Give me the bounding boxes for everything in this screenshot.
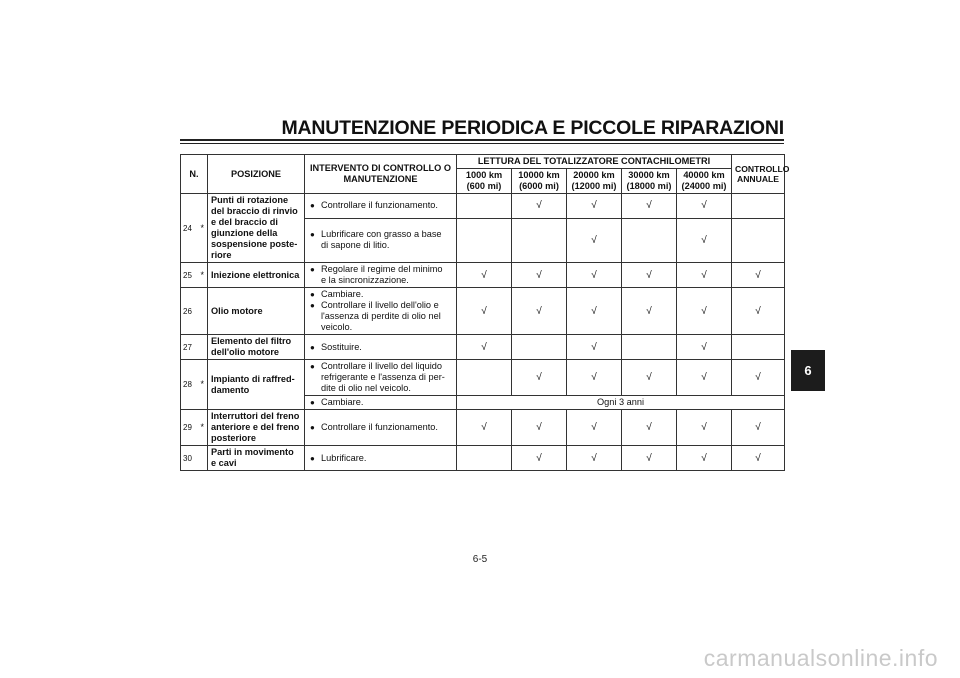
action-text-line: Controllare il funzionamento.: [321, 200, 438, 211]
item-action: [305, 410, 457, 446]
page-number: 6-5: [472, 554, 488, 565]
check-mark: √: [622, 410, 677, 446]
check-mark: √: [677, 335, 732, 360]
check-mark: √: [677, 263, 732, 288]
item-number: 29: [181, 410, 198, 446]
item-action: [305, 360, 457, 396]
header-km: 30000 km (18000 mi): [622, 169, 677, 194]
item-position: Impianto di raffred-damento: [208, 360, 305, 410]
header-km: 1000 km (600 mi): [457, 169, 512, 194]
check-mark: √: [457, 263, 512, 288]
action-text-line: Controllare il livello del liquido: [321, 361, 443, 371]
asterisk-mark: *: [198, 360, 208, 410]
header-position: POSIZIONE: [208, 155, 305, 194]
header-odometer: LETTURA DEL TOTALIZZATORE CONTACHILOMETRI: [457, 155, 732, 169]
check-mark: √: [512, 263, 567, 288]
check-mark: √: [677, 288, 732, 335]
empty-cell: [457, 446, 512, 471]
bullet-icon: ●: [310, 290, 315, 299]
check-mark: √: [567, 194, 622, 219]
title-rule-thin: [180, 143, 784, 144]
check-mark: √: [512, 288, 567, 335]
asterisk-mark: *: [198, 263, 208, 288]
check-mark: √: [732, 263, 785, 288]
interval-span: Ogni 3 anni: [457, 396, 785, 410]
header-km: 20000 km (12000 mi): [567, 169, 622, 194]
empty-cell: [732, 335, 785, 360]
empty-cell: [512, 218, 567, 262]
item-position: Parti in movimento e cavi: [208, 446, 305, 471]
action-text-line: di sapone di litio.: [321, 240, 390, 251]
check-mark: √: [567, 446, 622, 471]
asterisk-mark: [198, 335, 208, 360]
item-position: Olio motore: [208, 288, 305, 335]
check-mark: √: [567, 360, 622, 396]
table-row: [181, 360, 785, 396]
check-mark: √: [622, 194, 677, 219]
check-mark: √: [732, 360, 785, 396]
item-number: 30: [181, 446, 198, 471]
table-row: [181, 446, 785, 471]
action-text-line: Regolare il regime del minimo: [321, 264, 443, 274]
bullet-icon: ●: [310, 301, 315, 310]
check-mark: √: [677, 446, 732, 471]
check-mark: √: [567, 218, 622, 262]
item-number: 24: [181, 194, 198, 263]
check-mark: √: [457, 410, 512, 446]
check-mark: √: [732, 288, 785, 335]
action-text-line: Sostituire.: [321, 341, 362, 352]
page-title: MANUTENZIONE PERIODICA E PICCOLE RIPARAZIONI: [281, 117, 784, 139]
check-mark: √: [622, 360, 677, 396]
bullet-icon: ●: [310, 453, 315, 463]
action-text-line: l'assenza di perdite di olio nel: [321, 311, 441, 321]
item-number: 28: [181, 360, 198, 410]
empty-cell: [457, 218, 512, 262]
check-mark: √: [512, 446, 567, 471]
check-mark: √: [567, 263, 622, 288]
check-mark: √: [677, 218, 732, 262]
watermark: carmanualsonline.info: [703, 645, 938, 671]
item-action: [305, 263, 457, 288]
table-row: [181, 263, 785, 288]
check-mark: √: [457, 335, 512, 360]
check-mark: √: [567, 410, 622, 446]
action-text-line: dite di olio nel veicolo.: [321, 383, 411, 393]
action-text-line: e la sincronizzazione.: [321, 275, 409, 285]
check-mark: √: [622, 288, 677, 335]
table-row: [181, 194, 785, 219]
check-mark: √: [677, 194, 732, 219]
maintenance-table: [180, 154, 790, 471]
asterisk-mark: [198, 288, 208, 335]
empty-cell: [732, 218, 785, 262]
bullet-icon: ●: [310, 230, 315, 240]
check-mark: √: [677, 410, 732, 446]
table-row: [181, 335, 785, 360]
check-mark: √: [622, 446, 677, 471]
item-action: [305, 396, 457, 410]
action-text-line: veicolo.: [321, 322, 353, 332]
item-number: 27: [181, 335, 198, 360]
table-row: [181, 288, 785, 335]
item-position: Iniezione elettronica: [208, 263, 305, 288]
check-mark: √: [567, 288, 622, 335]
item-position: Punti di rotazione del braccio di rinvio e del braccio di giunzione della sospensione poste-riore: [208, 194, 305, 263]
bullet-icon: ●: [310, 342, 315, 352]
empty-cell: [457, 194, 512, 219]
check-mark: √: [567, 335, 622, 360]
item-number: 25: [181, 263, 198, 288]
table-body: [181, 194, 785, 471]
title-rule: [180, 139, 784, 141]
check-mark: √: [732, 446, 785, 471]
bullet-icon: ●: [310, 201, 315, 211]
asterisk-mark: [198, 446, 208, 471]
item-action: [305, 288, 457, 335]
action-text-line: Lubrificare.: [321, 452, 367, 463]
check-mark: √: [732, 410, 785, 446]
empty-cell: [457, 360, 512, 396]
bullet-icon: ●: [310, 423, 315, 432]
item-number: 26: [181, 288, 198, 335]
check-mark: √: [677, 360, 732, 396]
check-mark: √: [457, 288, 512, 335]
item-position: Elemento del filtro dell'olio motore: [208, 335, 305, 360]
header-km: 40000 km (24000 mi): [677, 169, 732, 194]
section-tab: 6: [791, 350, 825, 391]
action-text-line: Cambiare.: [321, 289, 364, 299]
header-km: 10000 km (6000 mi): [512, 169, 567, 194]
item-action: [305, 446, 457, 471]
action-text-line: Cambiare.: [321, 397, 364, 407]
asterisk-mark: *: [198, 194, 208, 263]
table-row: [181, 410, 785, 446]
action-text-line: Lubrificare con grasso a base: [321, 229, 442, 240]
empty-cell: [622, 335, 677, 360]
empty-cell: [622, 218, 677, 262]
check-mark: √: [622, 263, 677, 288]
header-annual: CONTROLLO ANNUALE: [732, 155, 785, 194]
item-action: [305, 218, 457, 262]
empty-cell: [512, 335, 567, 360]
item-action: [305, 194, 457, 219]
bullet-icon: ●: [310, 398, 315, 407]
check-mark: √: [512, 410, 567, 446]
action-text-line: refrigerante e l'assenza di per-: [321, 372, 445, 382]
action-text-line: Controllare il funzionamento.: [321, 422, 438, 432]
check-mark: √: [512, 194, 567, 219]
action-text-line: Controllare il livello dell'olio e: [321, 300, 439, 310]
bullet-icon: ●: [310, 362, 315, 371]
bullet-icon: ●: [310, 265, 315, 274]
asterisk-mark: *: [198, 410, 208, 446]
header-num: N.: [181, 155, 208, 194]
item-action: [305, 335, 457, 360]
header-intervention: INTERVENTO DI CONTROLLO O MANUTENZIONE: [305, 155, 457, 194]
empty-cell: [732, 194, 785, 219]
item-position: Interruttori del freno anteriore e del freno posteriore: [208, 410, 305, 446]
check-mark: √: [512, 360, 567, 396]
